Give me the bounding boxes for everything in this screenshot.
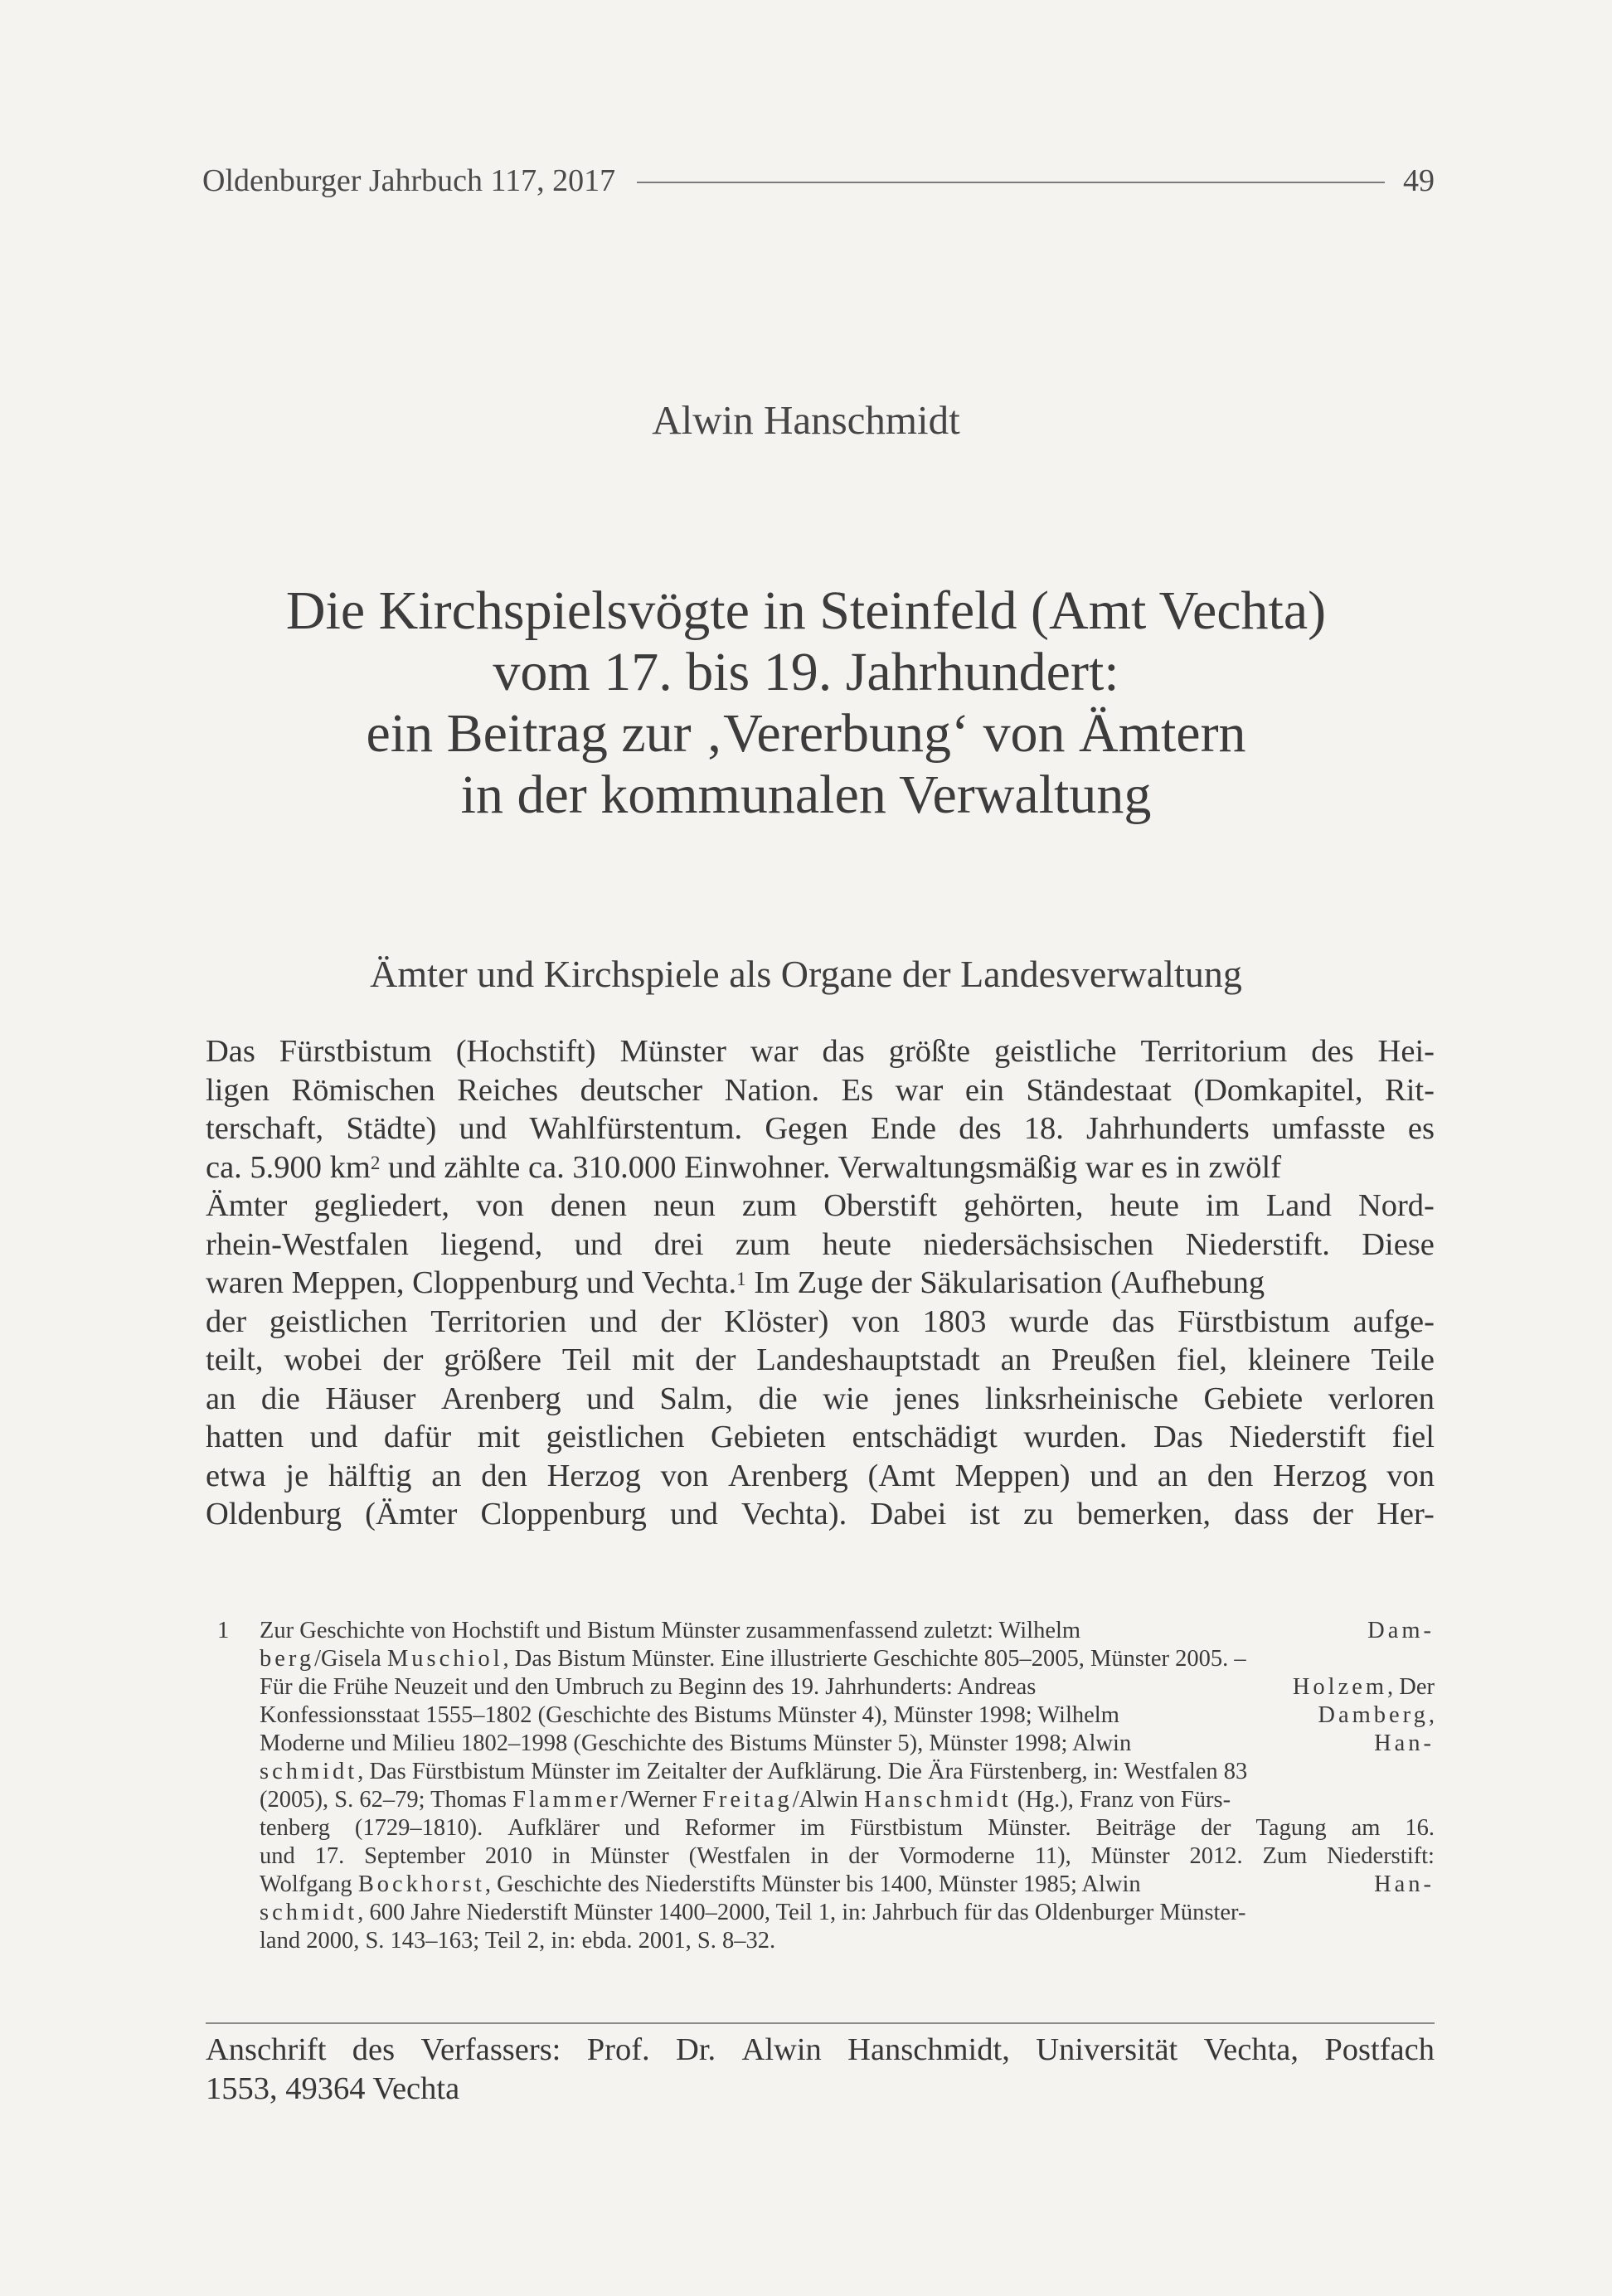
title-line: Die Kirchspielsvögte in Steinfeld (Amt Vechta) xyxy=(285,580,1327,641)
title-line: ein Beitrag zur ‚Vererbung‘ von Ämtern xyxy=(366,703,1246,764)
body-line: Das Fürstbistum (Hochstift) Münster war das größte geistliche Territorium des Hei- xyxy=(206,1034,1435,1069)
page-number: 49 xyxy=(1403,163,1435,198)
body-line: Oldenburg (Ämter Cloppenburg und Vechta). Dabei ist zu bemerken, dass der Her- xyxy=(206,1497,1435,1531)
body-line: teilt, wobei der größere Teil mit der Landeshauptstadt an Preußen fiel, kleinere Teile xyxy=(206,1342,1435,1377)
footer-divider xyxy=(206,2022,1435,2024)
body-line xyxy=(206,1264,1435,1303)
body-line: an die Häuser Arenberg und Salm, die wie jenes linksrheinische Gebiete verloren xyxy=(206,1381,1435,1416)
article-author: Alwin Hanschmidt xyxy=(652,397,960,443)
footnote-line: berg/Gisela Muschiol, Das Bistum Münster. Eine illustrierte Geschichte 805–2005, Münster 2005. – xyxy=(260,1646,1246,1672)
body-line: ligen Römischen Reiches deutscher Nation. Es war ein Ständestaat (Domkapitel, Rit- xyxy=(206,1072,1435,1108)
author-address xyxy=(206,2031,1435,2109)
body-line: hatten und dafür mit geistlichen Gebieten entschädigt wurden. Das Niederstift fiel xyxy=(206,1420,1435,1454)
body-line: Ämter gegliedert, von denen neun zum Oberstift gehörten, heute im Land Nord- xyxy=(206,1188,1435,1223)
footnote-line: schmidt, Das Fürstbistum Münster im Zeitalter der Aufklärung. Die Ära Fürstenberg, in: Westfalen 83 xyxy=(260,1759,1248,1784)
article-title xyxy=(0,580,1612,826)
journal-title: Oldenburger Jahrbuch 117, 2017 xyxy=(202,163,616,198)
footnote-reference: 1 xyxy=(736,1267,746,1289)
footnote-text xyxy=(260,1617,1435,1955)
superscript: 2 xyxy=(370,1152,381,1174)
body-line: terschaft, Städte) und Wahlfürstentum. Gegen Ende des 18. Jahrhunderts umfasste es xyxy=(206,1111,1435,1146)
body-line: etwa je hälftig an den Herzog von Arenberg (Amt Meppen) und an den Herzog von xyxy=(206,1458,1435,1493)
section-heading: Ämter und Kirchspiele als Organe der Landesverwaltung xyxy=(370,953,1242,995)
footnote-line: Zur Geschichte von Hochstift und Bistum Münster zusammenfassend zuletzt: Wilhelm Dam- xyxy=(260,1618,1435,1643)
footnote-line: und 17. September 2010 in Münster (Westfalen in der Vormoderne 11), Münster 2012. Zum Niederstift: xyxy=(260,1843,1435,1869)
header-rule xyxy=(637,182,1385,183)
body-text-segment: ca. 5.900 $km^2$ und zählte ca. 310.000 Einwohner. Verwaltungsmäßig war es in zwölf xyxy=(206,1149,1282,1185)
footnote-line: land 2000, S. 143–163; Teil 2, in: ebda. 2001, S. 8–32. xyxy=(260,1928,776,1954)
footnote-line: tenberg (1729–1810). Aufklärer und Reformer im Fürstbistum Münster. Beiträge der Tagung am 16. xyxy=(260,1815,1435,1841)
footnote-line: Für die Frühe Neuzeit und den Umbruch zu Beginn des 19. Jahrhunderts: Andreas Holzem, Der xyxy=(260,1674,1435,1700)
body-line xyxy=(206,1148,1435,1187)
title-line: vom 17. bis 19. Jahrhundert: xyxy=(493,642,1119,702)
running-head xyxy=(202,163,1435,199)
address-line: 1553, 49364 Vechta xyxy=(206,2071,460,2106)
footnote-number: 1 xyxy=(217,1618,230,1643)
body-text-segment: waren Meppen, Cloppenburg und Vechta.$^1$ Im Zuge der Säkularisation (Aufhebung xyxy=(206,1265,1265,1300)
footnote-line: Konfessionsstaat 1555–1802 (Geschichte des Bistums Münster 4), Münster 1998; Wilhelm Damberg, xyxy=(260,1702,1435,1728)
title-line: in der kommunalen Verwaltung xyxy=(460,765,1152,825)
footnote-line: schmidt, 600 Jahre Niederstift Münster 1400–2000, Teil 1, in: Jahrbuch für das Oldenburger Münster- xyxy=(260,1900,1246,1925)
address-line: Anschrift des Verfassers: Prof. Dr. Alwin Hanschmidt, Universität Vechta, Postfach xyxy=(206,2032,1435,2067)
body-line: der geistlichen Territorien und der Klöster) von 1803 wurde das Fürstbistum aufge- xyxy=(206,1303,1435,1339)
footnote-line: Moderne und Milieu 1802–1998 (Geschichte des Bistums Münster 5), Münster 1998; Alwin Han- xyxy=(260,1730,1435,1756)
footnote-line: (2005), S. 62–79; Thomas Flammer/Werner Freitag/Alwin Hanschmidt (Hg.), Franz von Fürs- xyxy=(260,1787,1231,1813)
footnote-line: Wolfgang Bockhorst, Geschichte des Niederstifts Münster bis 1400, Münster 1985; Alwin Han- xyxy=(260,1871,1435,1897)
body-text xyxy=(206,1032,1435,1534)
body-line: rhein-Westfalen liegend, und drei zum heute niedersächsischen Niederstift. Diese xyxy=(206,1226,1435,1262)
